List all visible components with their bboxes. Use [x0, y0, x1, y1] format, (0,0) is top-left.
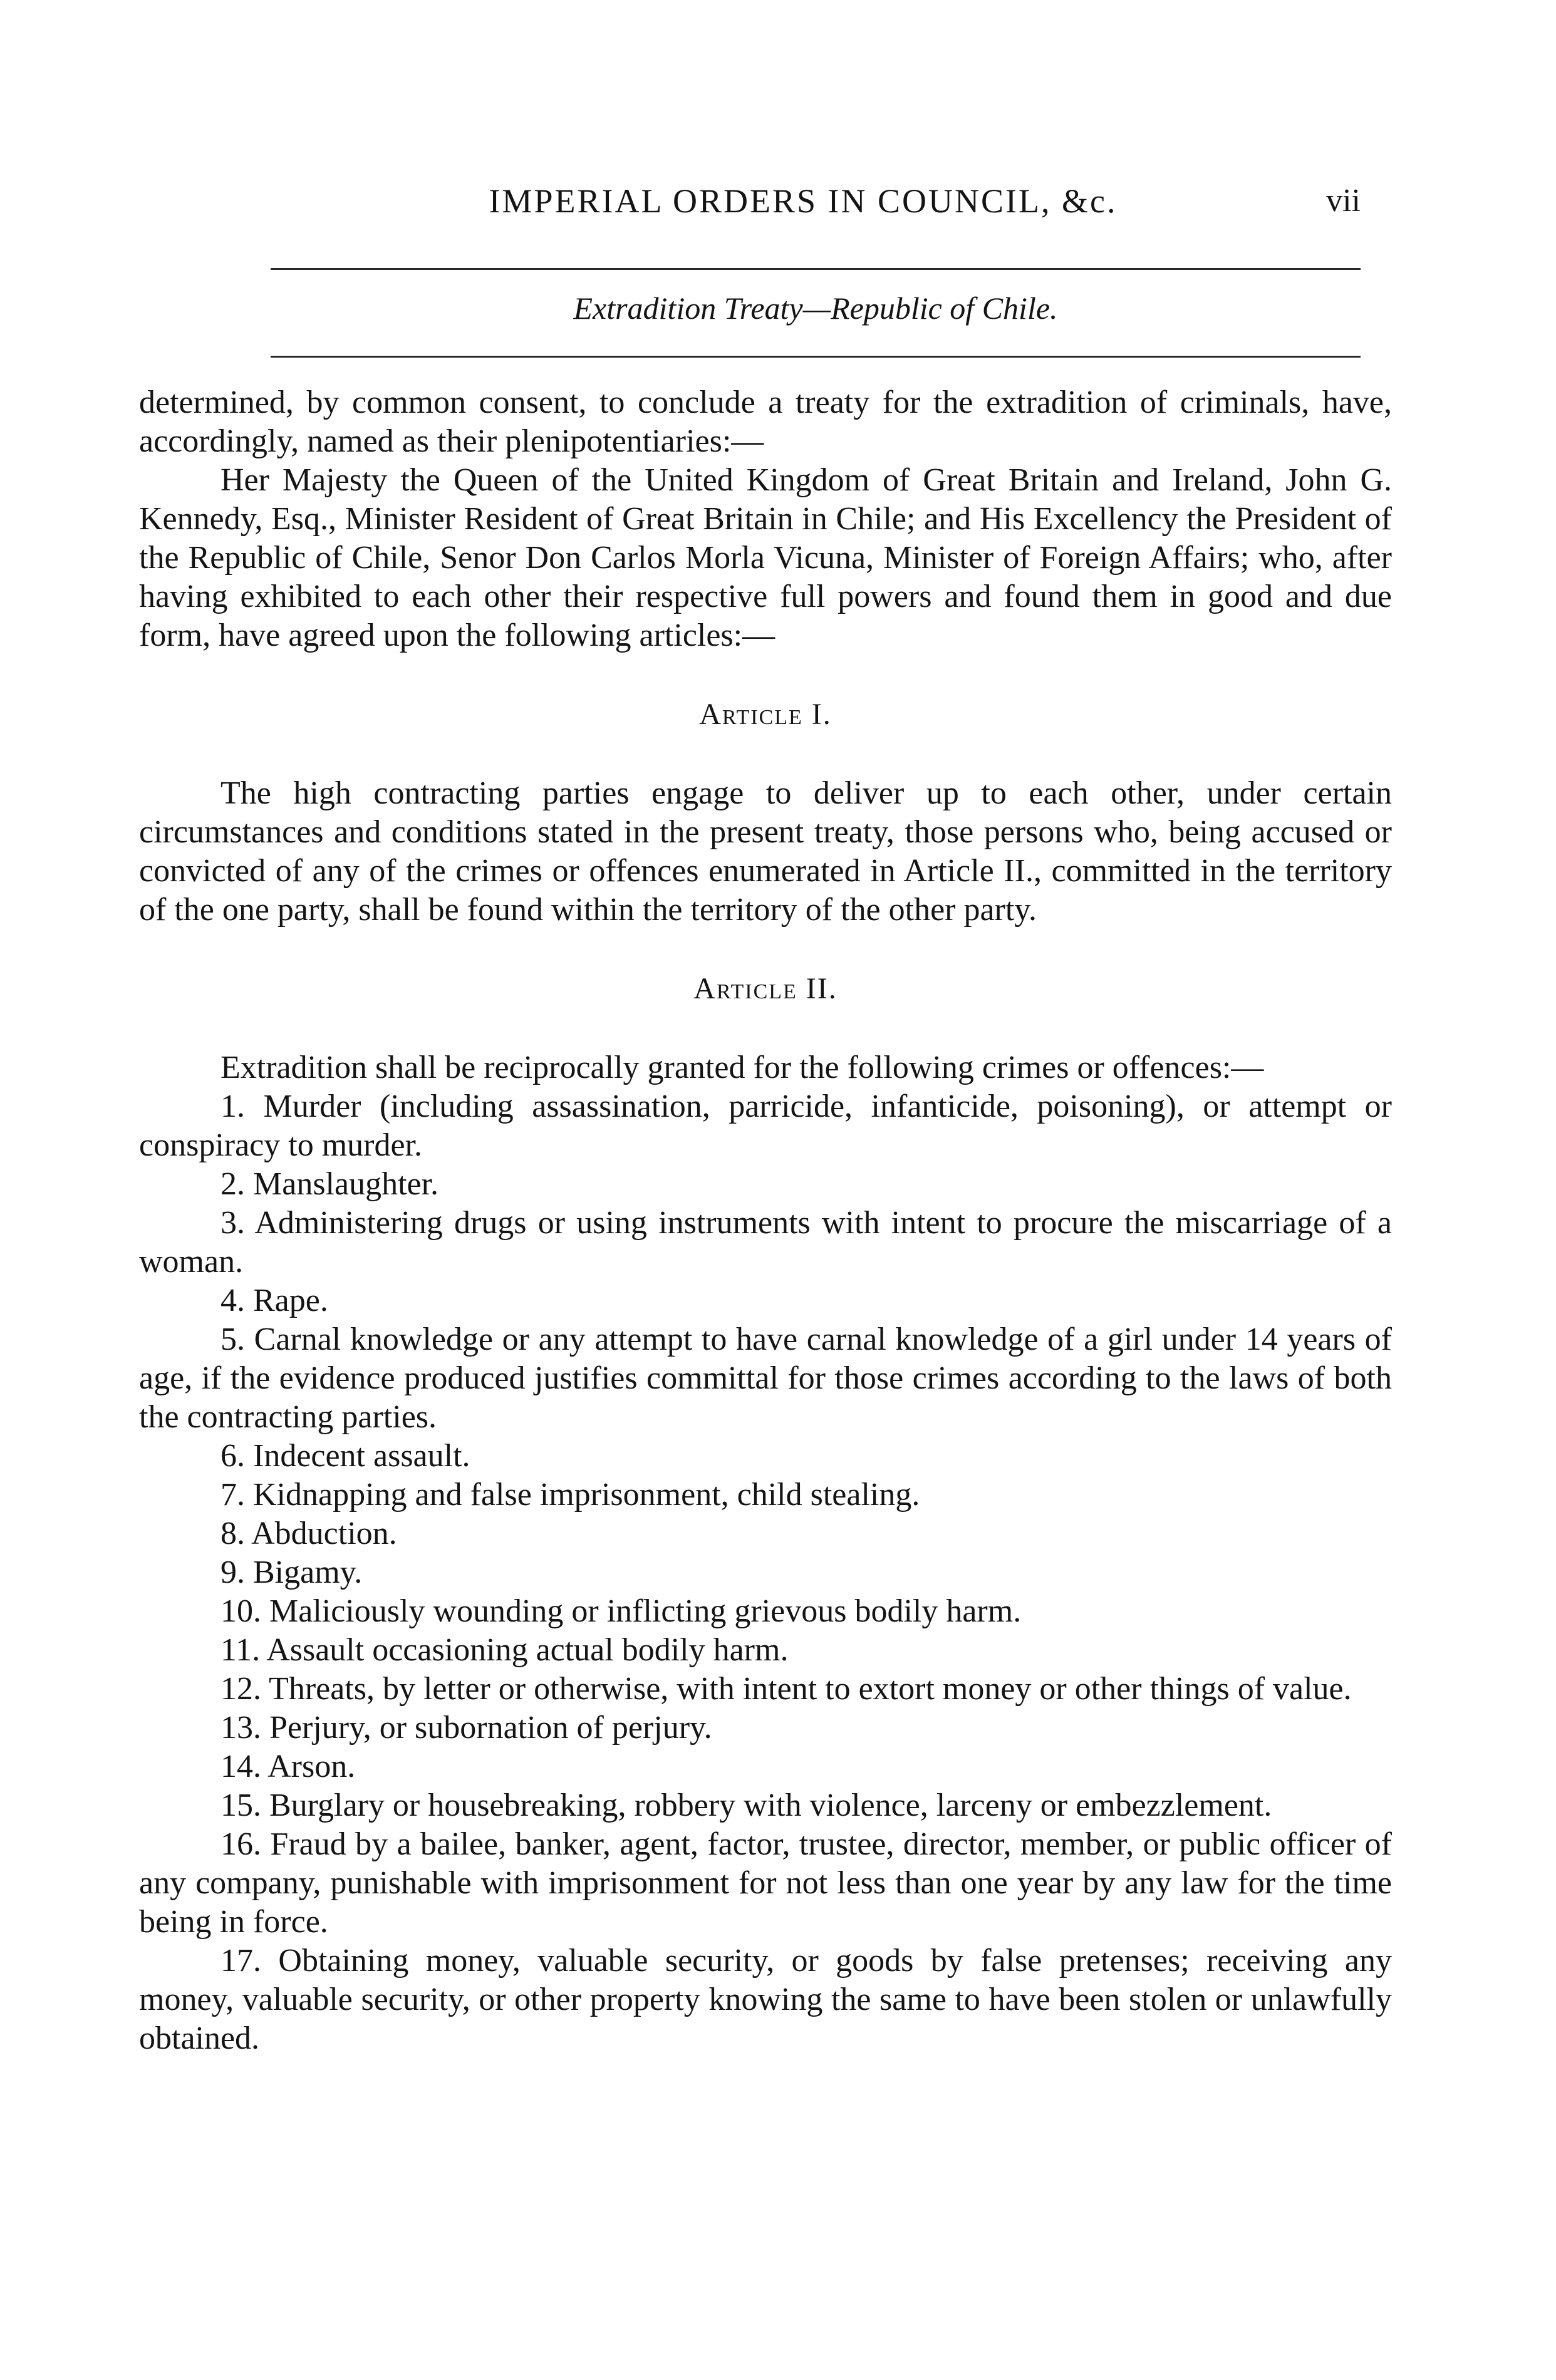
offence-item: 4. Rape.	[220, 1283, 328, 1318]
offence-item: 6. Indecent assault.	[220, 1438, 470, 1474]
offence-item: 12. Threats, by letter or otherwise, with intent to extort money or other things of value.	[220, 1671, 1352, 1707]
preamble-plenipotentiaries-paragraph: Her Majesty the Queen of the United Kingdom of Great Britain and Ireland, John G. Kennedy, Esq., Minister Resident of Great Britain in Chile; and His Excellency the President of the Republic of Chile, Senor Don Carlos Morla Vicuna, Minister of Foreign Affairs; who, after having exhibited to each other their respective full powers and found them in good and due form, have agreed upon the following articles:—	[139, 462, 1392, 653]
offence-item: 3. Administering drugs or using instruments with intent to procure the miscarriage of a woman.	[139, 1205, 1392, 1280]
offence-item: 8. Abduction.	[220, 1516, 397, 1551]
running-title: IMPERIAL ORDERS IN COUNCIL, &c.	[489, 182, 1118, 220]
article-heading	[139, 695, 1392, 734]
offence-item: 13. Perjury, or subornation of perjury.	[220, 1710, 712, 1746]
page-number: vii	[1326, 183, 1361, 219]
offence-item: 9. Bigamy.	[220, 1555, 363, 1590]
offence-item: 1. Murder (including assassination, parricide, infanticide, poisoning), or attempt or conspiracy to murder.	[139, 1089, 1392, 1163]
document-body	[139, 383, 1392, 2058]
preamble-paragraph: determined, by common consent, to conclude a treaty for the extradition of criminals, have, accordingly, named as their plenipotentiaries:—	[139, 385, 1392, 459]
article-1-text: The high contracting parties engage to deliver up to each other, under certain circumstances and conditions stated in the present treaty, those persons who, being accused or convicted of any of the crimes or offences enumerated in Article II., committed in the territory of the one party, shall be found within the territory of the other party.	[139, 775, 1392, 928]
article-2-heading: Article II.	[693, 972, 838, 1005]
header-rule-bottom	[271, 356, 1361, 358]
offence-item: 15. Burglary or housebreaking, robbery with violence, larceny or embezzlement.	[220, 1788, 1272, 1823]
section-title: Extradition Treaty—Republic of Chile.	[573, 291, 1058, 326]
offence-item: 5. Carnal knowledge or any attempt to have carnal knowledge of a girl under 14 years of age, if the evidence produced justifies committal for those crimes according to the laws of both the contracting parties.	[139, 1322, 1392, 1435]
running-head	[271, 179, 1361, 229]
offence-item: 17. Obtaining money, valuable security, or goods by false pretenses; receiving any money, valuable security, or other property knowing the same to have been stolen or unlawfully obtained.	[139, 1943, 1392, 2056]
article-1-heading: Article I.	[699, 698, 832, 731]
header-rule-top	[271, 268, 1361, 270]
offence-item: 10. Maliciously wounding or inflicting grievous bodily harm.	[220, 1593, 1022, 1629]
offence-item: 14. Arson.	[220, 1749, 356, 1784]
offence-item: 7. Kidnapping and false imprisonment, child stealing.	[220, 1477, 920, 1513]
article-2-intro: Extradition shall be reciprocally granted for the following crimes or offences:—	[220, 1050, 1264, 1085]
offence-item: 16. Fraud by a bailee, banker, agent, factor, trustee, director, member, or public officer of any company, punishable with imprisonment for not less than one year by any law for the time being in force.	[139, 1826, 1392, 1940]
offence-item: 2. Manslaughter.	[220, 1166, 439, 1202]
offence-item: 11. Assault occasioning actual bodily harm.	[220, 1632, 789, 1668]
article-heading	[139, 970, 1392, 1008]
